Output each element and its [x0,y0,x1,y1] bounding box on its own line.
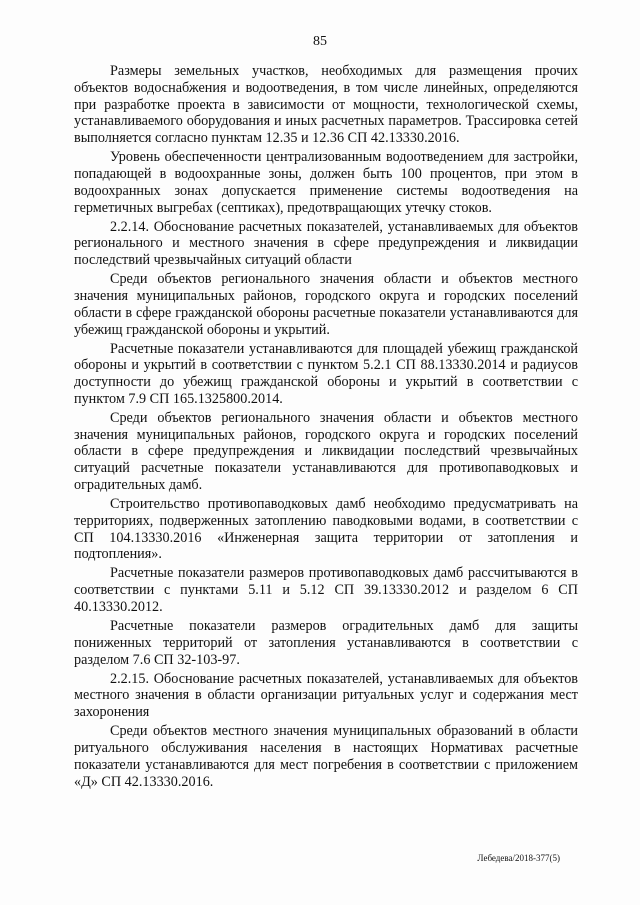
paragraph-burial-places: Среди объектов местного значения муниципальных образований в области ритуального обслуживания населения в настоящих Нормативах расчетные показатели устанавливаются для мест погребения в соответствии с приложением «Д» СП 42.13330.2016. [74,723,578,790]
paragraph-protective-dam-sizes: Расчетные показатели размеров оградительных дамб для защиты пониженных территорий от затопления устанавливаются в соответствии с разделом 7.6 СП 32-103-97. [74,618,578,668]
paragraph-sewerage-level: Уровень обеспеченности централизованным водоотведением для застройки, попадающей в водоохранные зоны, должен быть 100 процентов, при этом в водоохранных зонах допускается применение системы водоотведения на герметичных выгребах (септиках), предотвращающих утечку стоков. [74,149,578,216]
section-heading-2-2-14: 2.2.14. Обоснование расчетных показателей, устанавливаемых для объектов регионального и местного значения в сфере предупреждения и ликвидации последствий чрезвычайных ситуаций области [74,218,578,269]
paragraph-shelter-indicators: Расчетные показатели устанавливаются для площадей убежищ гражданской обороны и укрытий в соответствии с пунктом 5.2.1 СП 88.13330.2014 и радиусов доступности до убежищ гражданской обороны и укрытий в соответствии с пунктом 7.9 СП 165.1325800.2014. [74,340,578,407]
section-heading-2-2-15: 2.2.15. Обоснование расчетных показателей, устанавливаемых для объектов местного значения в области организации ритуальных услуг и содержания мест захоронения [74,670,578,721]
paragraph-flood-dam-sizes: Расчетные показатели размеров противопаводковых дамб рассчитываются в соответствии с пунктами 5.11 и 5.12 СП 39.13330.2012 и разделом 6 СП 40.13330.2012. [74,565,578,616]
paragraph-civil-defense-objects: Среди объектов регионального значения области и объектов местного значения муниципальных районов, городского округа и городских поселений области в сфере гражданской обороны расчетные показатели устанавливаются для убежищ гражданской обороны и укрытий. [74,271,578,338]
document-footer-code: Лебедева/2018-377(5) [477,853,560,863]
paragraph-flood-dam-construction: Строительство противопаводковых дамб необходимо предусматривать на территориях, подверженных затоплению паводковыми водами, в соответствии с СП 104.13330.2016 «Инженерная защита территории от затопления и подтопления». [74,496,578,563]
paragraph-land-plots: Размеры земельных участков, необходимых для размещения прочих объектов водоснабжения и водоотведения, в том числе линейных, определяются при разработке проекта в зависимости от мощности, технологической схемы, устанавливаемого оборудования и иных расчетных параметров. Трассировка сетей выполняется согласно пунктам 12.35 и 12.36 СП 42.13330.2016. [74,63,578,147]
paragraph-emergency-objects: Среди объектов регионального значения области и объектов местного значения муниципальных районов, городского округа и городских поселений области в сфере предупреждения и ликвидации последствий чрезвычайных ситуаций расчетные показатели устанавливаются для противопаводковых и оградительных дамб. [74,409,578,494]
document-body [74,63,578,793]
page-number: 85 [313,34,327,49]
